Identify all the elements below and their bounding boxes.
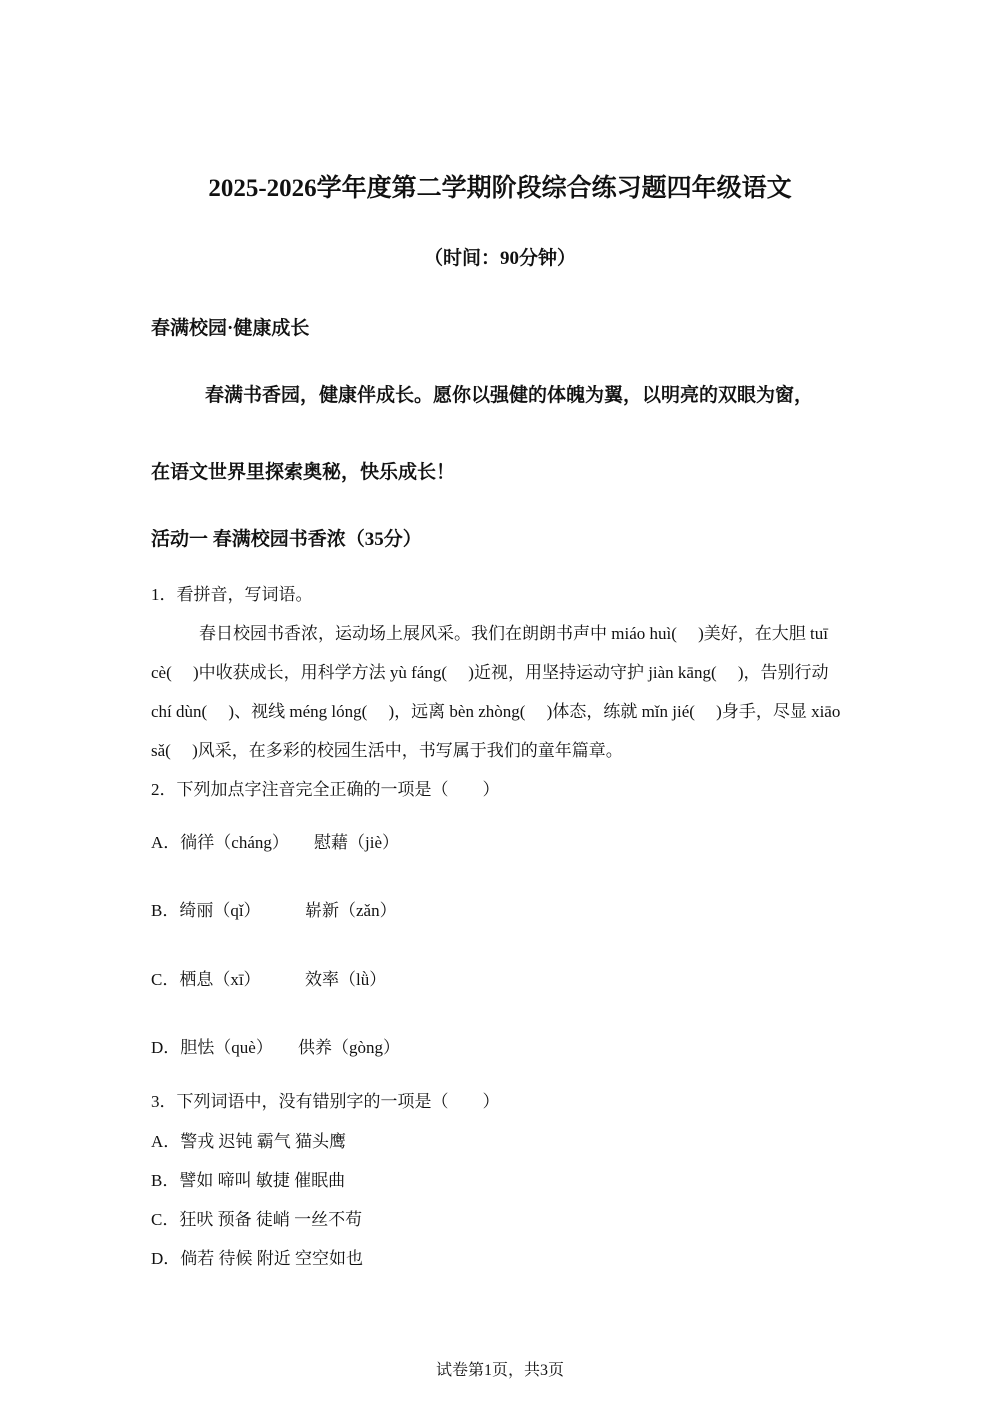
passage-line: chí dùn( )、视线 méng lóng( )，远离 bèn zhòng( )体态，练就 mǐn jié( )身手，尽显 xiāo (151, 702, 841, 721)
page-title: 2025-2026学年度第二学期阶段综合练习题四年级语文 (208, 175, 792, 202)
q2-option-a: A．徜徉（cháng） (151, 833, 289, 852)
q3-option-b: B．譬如 啼叫 敏捷 催眠曲 (151, 1171, 346, 1190)
q2-option-a-second: 慰藉（jiè） (314, 833, 399, 852)
question-3-prompt: 3．下列词语中，没有错别字的一项是（ ） (151, 1092, 500, 1111)
question-1-prompt: 1．看拼音，写词语。 (151, 585, 313, 604)
q2-option-c: C．栖息（xī） (151, 970, 261, 989)
passage-line: 春日校园书香浓，运动场上展风采。我们在朗朗书声中 miáo huì( )美好，在大胆 tuī (199, 624, 828, 643)
section-heading: 春满校园·健康成长 (151, 318, 310, 339)
q3-option-a: A．警戎 迟钝 霸气 猫头鹰 (151, 1132, 347, 1151)
intro-line-1: 春满书香园，健康伴成长。愿你以强健的体魄为翼，以明亮的双眼为窗， (205, 385, 814, 406)
exam-duration: （时间：90分钟） (423, 248, 576, 269)
passage-line: sǎ( )风采，在多彩的校园生活中，书写属于我们的童年篇章。 (151, 741, 623, 760)
page-footer: 试卷第1页，共3页 (435, 1362, 564, 1379)
activity-heading: 活动一 春满校园书香浓（35分） (151, 529, 422, 550)
q2-option-b-second: 崭新（zǎn） (305, 901, 397, 920)
q2-option-d-second: 供养（gòng） (298, 1038, 400, 1057)
q2-option-d: D．胆怯（què） (151, 1038, 273, 1057)
q2-option-c-second: 效率（lǜ） (305, 970, 387, 989)
passage-line: cè( )中收获成长，用科学方法 yù fáng( )近视，用坚持运动守护 jiàn kāng( )，告别行动 (151, 663, 829, 682)
question-2-prompt: 2．下列加点字注音完全正确的一项是（ ） (151, 780, 500, 799)
q2-option-b: B．绮丽（qǐ） (151, 901, 261, 920)
intro-line-2: 在语文世界里探索奥秘，快乐成长！ (151, 462, 456, 483)
q3-option-d: D．倘若 待候 附近 空空如也 (151, 1249, 364, 1268)
q3-option-c: C．狂吠 预备 徒峭 一丝不苟 (151, 1210, 363, 1229)
